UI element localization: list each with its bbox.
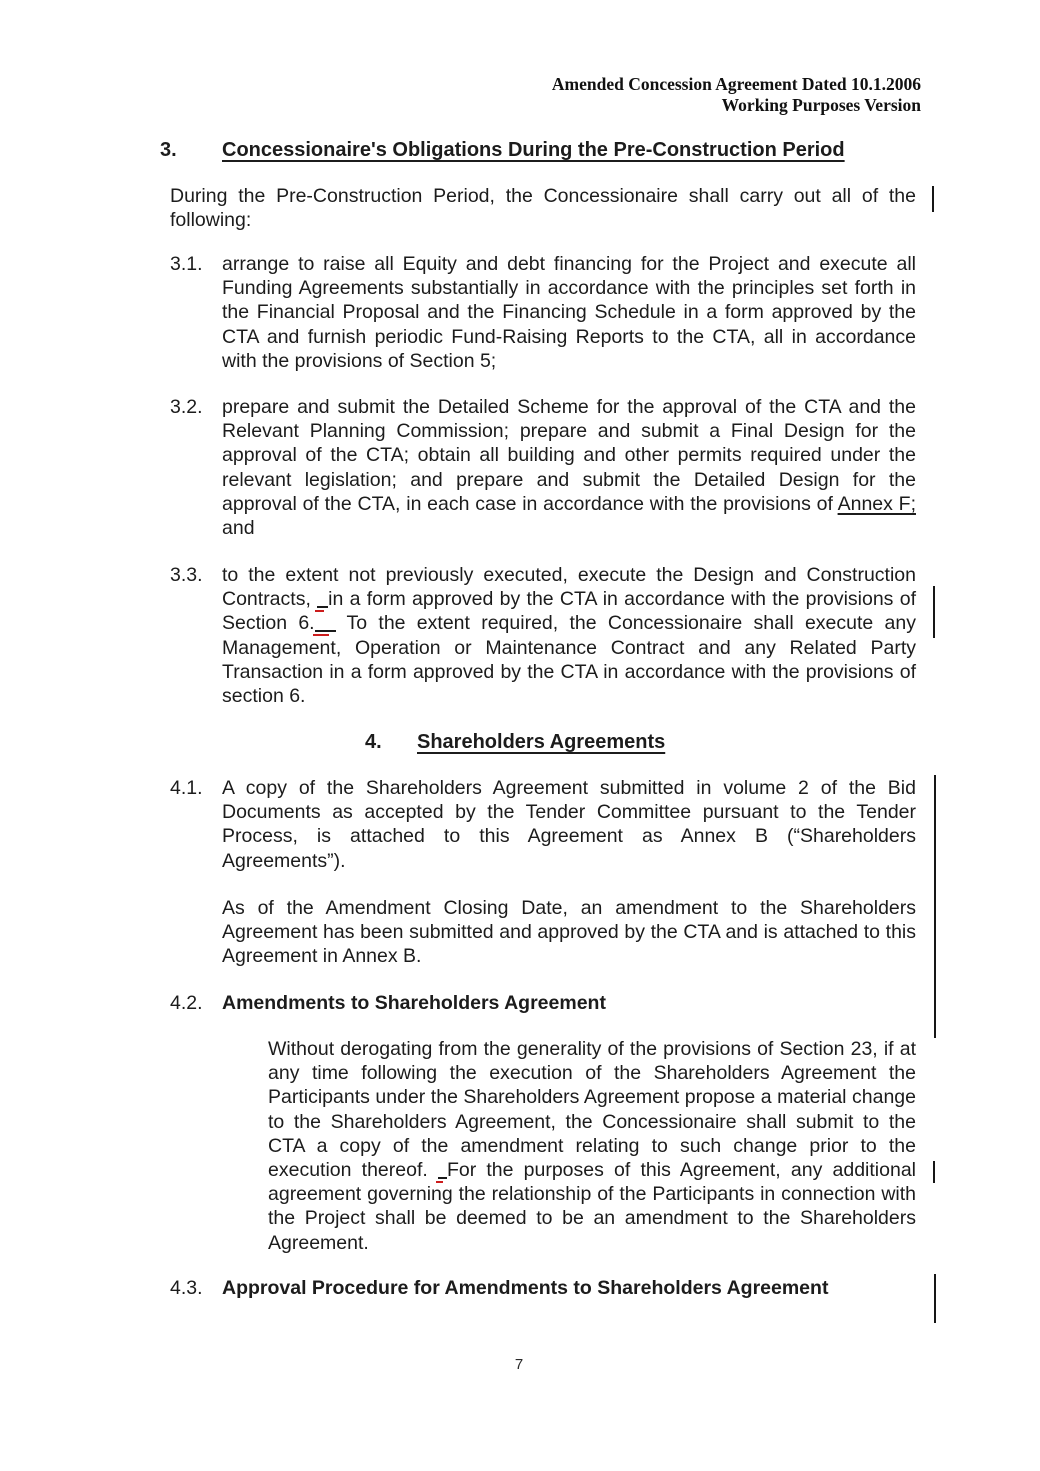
clause-3-3-number: 3.3. [170,564,203,586]
clause-4-3-title: Approval Procedure for Amendments to Shareholders Agreement [222,1277,829,1299]
clause-4-2-body-part2: For the purposes of this Agreement, any additional agreement governing the relationship of the Participants in connection with the Project shall be deemed to be an amendment to the Shareholders Agreement. [268,1159,916,1254]
clause-3-2-number: 3.2. [170,396,203,418]
clause-4-1 [170,776,916,873]
clause-3-3 [170,563,916,708]
section-4-heading [365,731,665,754]
clause-4-2-body-part1: Without derogating from the generality of the provisions of Section 23, if at any time following the execution of the Shareholders Agreement the Participants under the Shareholders Agreement propose a material change to the Shareholders Agreement, the Concessionaire shall submit to the CTA a copy of the amendment relating to such change prior to the execution thereof. [268,1038,916,1182]
clause-3-3-text-part3: To the extent required, the Concessionaire shall execute any Management, Operation or Maintenance Contract and any Related Party Transaction in a form approved by the CTA in accordance with the provisions of section 6. [222,612,916,708]
clause-4-2-heading [170,991,916,1015]
clause-3-3-text [222,563,916,708]
annex-f-reference: Annex F; [837,492,916,515]
section-4-number: 4. [365,731,382,753]
clause-3-1-number: 3.1. [170,253,203,275]
clause-4-1-second-paragraph: As of the Amendment Closing Date, an amendment to the Shareholders Agreement has been submitted and approved by the CTA and is attached to this Agreement in Annex B. [222,897,916,968]
section-4-title: Shareholders Agreements [417,731,666,753]
clause-4-2-body [268,1037,916,1255]
section-3-title: Concessionaire's Obligations During the Pre-Construction Period [222,139,845,161]
revision-insertion-mark [315,630,336,632]
clause-4-2-number: 4.2. [170,992,203,1014]
change-bar [933,586,935,638]
page-number: 7 [514,1356,524,1373]
section-3-heading [160,139,845,162]
clause-3-3-text-part2: in a form approved by the CTA in accordance with the provisions of Section 6. [222,588,916,635]
clause-3-2-text-pre: prepare and submit the Detailed Scheme for the approval of the CTA and the Relevant Planning Commission; prepare and submit a Final Design for the approval of the CTA; obtain all building and other permits required under the relevant legislation; and prepare and submit the Detailed Design for the approval of the CTA, in each case in accordance with the provisions of [222,396,916,515]
clause-3-1 [170,252,916,373]
clause-4-2-title: Amendments to Shareholders Agreement [222,992,606,1014]
clause-4-3-number: 4.3. [170,1277,203,1299]
section-3-intro-paragraph: During the Pre-Construction Period, the Concessionaire shall carry out all of the following: [170,185,916,232]
revision-insertion-mark [317,606,328,608]
change-bar [934,1274,936,1323]
change-bar [933,1161,935,1183]
clause-3-1-text: arrange to raise all Equity and debt financing for the Project and execute all Funding Agreements substantially in accordance with the principles set forth in the Financial Proposal and the Financing Schedule in a form approved by the CTA and furnish periodic Fund-Raising Reports to the CTA, all in accordance with the provisions of Section 5; [222,253,916,372]
header-title-line: Amended Concession Agreement Dated 10.1.2006 [551,74,921,94]
clause-3-2-text [222,395,916,540]
clause-3-2-text-post: and [222,517,255,540]
clause-3-3-text-part1: to the extent not previously executed, execute the Design and Construction Contracts, [222,564,916,611]
clause-4-1-text: A copy of the Shareholders Agreement submitted in volume 2 of the Bid Documents as accepted by the Tender Committee pursuant to the Tender Process, is attached to this Agreement as Annex B (“Shareholders Agreements”). [222,777,916,872]
clause-4-1-number: 4.1. [170,777,203,799]
clause-4-3-heading [170,1276,916,1300]
change-bar [934,775,936,1038]
header-version-line: Working Purposes Version [721,95,921,115]
change-bar [932,186,934,212]
revision-insertion-mark [438,1177,447,1179]
clause-3-2 [170,395,916,540]
section-3-number: 3. [160,139,177,161]
document-header [320,74,921,116]
